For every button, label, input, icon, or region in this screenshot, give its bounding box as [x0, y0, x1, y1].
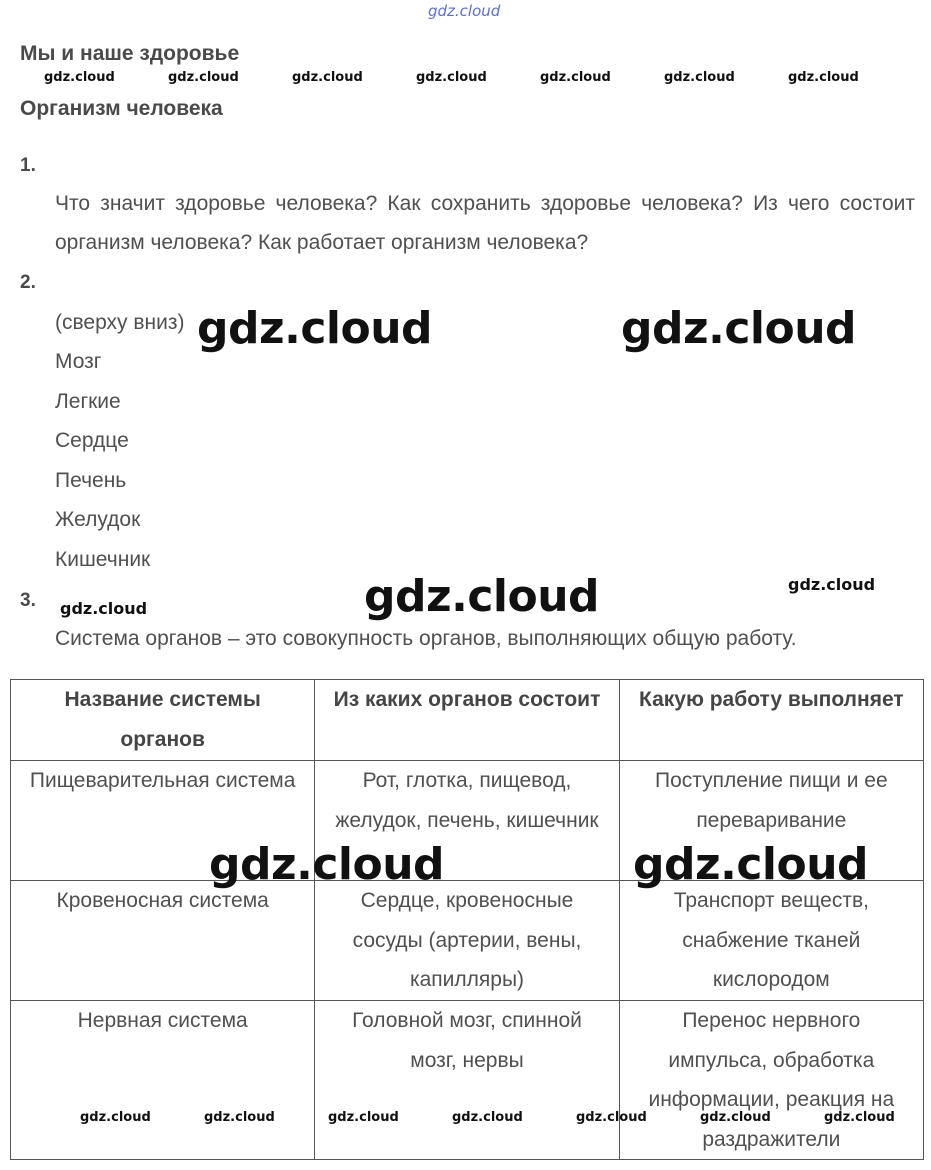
page-title: Мы и наше здоровье [20, 42, 240, 65]
watermark: gdz.cloud [328, 1110, 399, 1125]
watermark: gdz.cloud [700, 1110, 771, 1125]
table-header-cell: Из каких органов состоит [315, 680, 619, 761]
watermark: gdz.cloud [824, 1110, 895, 1125]
organ-list-item: Мозг [55, 350, 102, 373]
table-cell: Сердце, кровеносные сосуды (артерии, вены, капилляры) [315, 881, 619, 1001]
table-cell: Транспорт веществ, снабжение тканей кислородом [619, 881, 923, 1001]
task-3-definition: Система органов – это совокупность органов, выполняющих общую работу. [55, 627, 797, 650]
organ-list-item: Сердце [55, 429, 129, 452]
watermark: gdz.cloud [44, 70, 115, 85]
organ-list-item: Желудок [55, 508, 141, 531]
watermark-top: gdz.cloud [428, 2, 501, 20]
watermark: gdz.cloud [452, 1110, 523, 1125]
table-cell: Головной мозг, спинной мозг, нервы [315, 1001, 619, 1160]
task-2-note: (сверху вниз) [55, 311, 185, 334]
watermark: gdz.cloud [209, 839, 445, 890]
watermark: gdz.cloud [364, 571, 600, 622]
watermark: gdz.cloud [621, 303, 857, 354]
task-1-answer: Что значит здоровье человека? Как сохранить здоровье человека? Из чего состоит организм человека? Как работает организм человека? [55, 192, 915, 254]
table-cell: Рот, глотка, пищевод, желудок, печень, кишечник [315, 761, 619, 881]
organ-list-item: Легкие [55, 390, 121, 413]
table-cell: Нервная система [11, 1001, 315, 1160]
table-cell: Кровеносная система [11, 881, 315, 1001]
table-cell: Перенос нервного импульса, обработка информации, реакция на раздражители [619, 1001, 923, 1160]
watermark: gdz.cloud [60, 599, 148, 618]
watermark: gdz.cloud [197, 303, 433, 354]
task-number: 2. [20, 272, 36, 293]
organ-list-item: Печень [55, 469, 127, 492]
watermark: gdz.cloud [664, 70, 735, 85]
table-header-row [11, 680, 924, 761]
organ-list-item: Кишечник [55, 548, 151, 571]
watermark: gdz.cloud [788, 70, 859, 85]
watermark: gdz.cloud [416, 70, 487, 85]
organ-systems-table [10, 679, 924, 1160]
watermark: gdz.cloud [292, 70, 363, 85]
table-header-cell: Какую работу выполняет [619, 680, 923, 761]
table-cell: Пищеварительная система [11, 761, 315, 881]
table-header-cell: Название системы органов [11, 680, 315, 761]
section-title: Организм человека [20, 97, 223, 120]
task-number: 3. [20, 590, 36, 611]
table-row [11, 1001, 924, 1160]
watermark: gdz.cloud [633, 839, 869, 890]
watermark: gdz.cloud [788, 575, 876, 594]
watermark: gdz.cloud [576, 1110, 647, 1125]
watermark: gdz.cloud [80, 1110, 151, 1125]
task-number: 1. [20, 155, 36, 176]
watermark: gdz.cloud [540, 70, 611, 85]
table-row [11, 881, 924, 1001]
watermark: gdz.cloud [168, 70, 239, 85]
table-cell: Поступление пищи и ее переваривание [619, 761, 923, 881]
watermark: gdz.cloud [204, 1110, 275, 1125]
